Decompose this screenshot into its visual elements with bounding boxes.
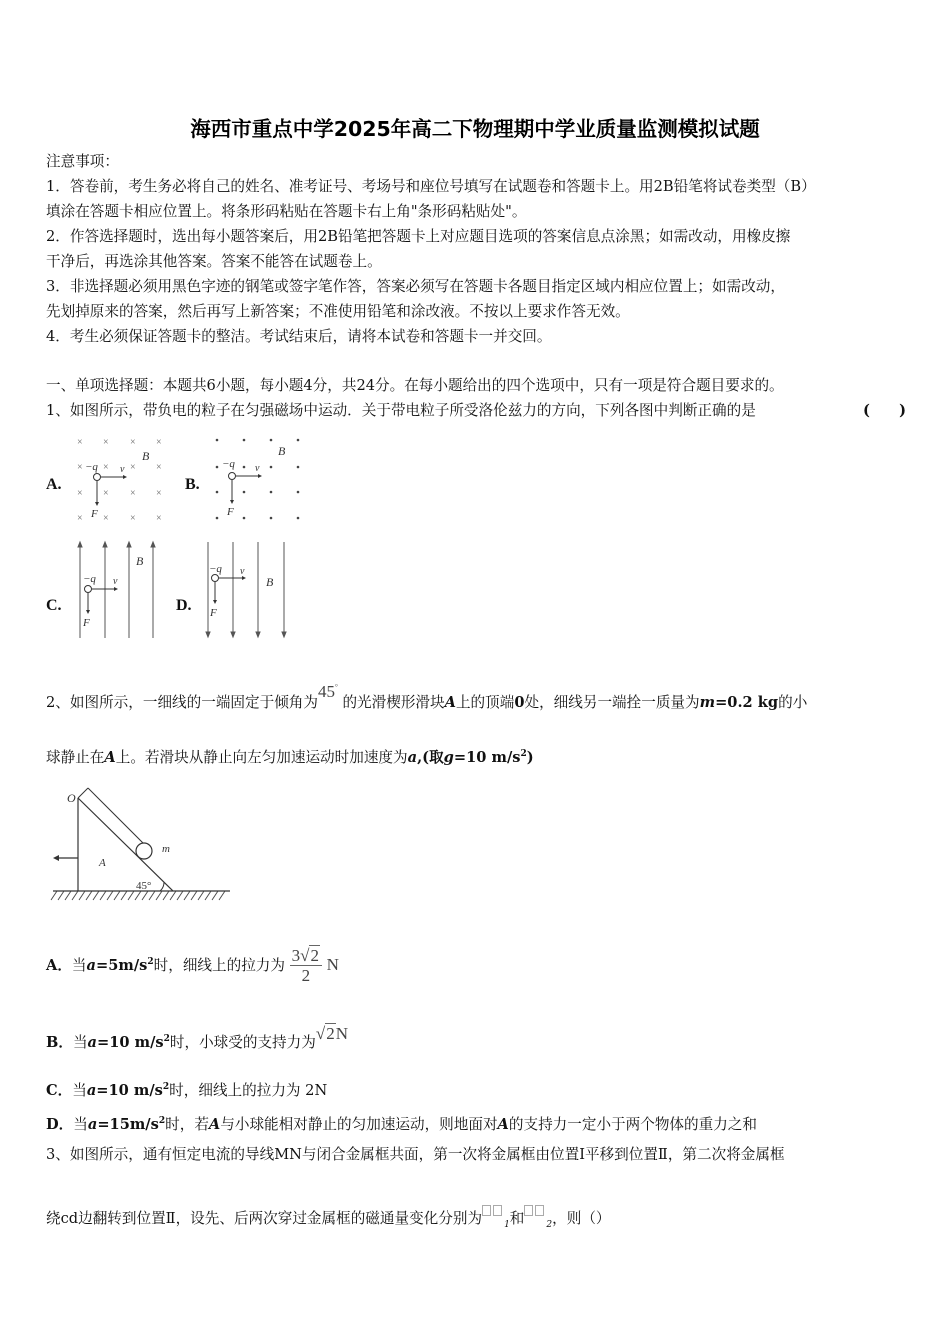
missing-glyph-icon — [535, 1205, 544, 1216]
question-3-stem-line-2: 绕cd边翻转到位置Ⅱ，设先、后两次穿过金属框的磁通量变化分别为 $_1$和 $_2$，则（） — [46, 1210, 611, 1234]
svg-text:×: × — [77, 488, 83, 499]
svg-text:m: m — [162, 843, 170, 855]
option-a-diagram-into-page-field — [70, 430, 170, 525]
angle-45: 45° — [317, 682, 338, 701]
arrow-left-icon — [53, 855, 59, 861]
svg-text:×: × — [130, 462, 136, 473]
option-a-label: A. — [46, 476, 62, 493]
svg-text:×: × — [156, 513, 162, 524]
svg-text:F: F — [83, 617, 90, 629]
notice-line-4: 干净后，再选涂其他答案。答案不能答在试题卷上。 — [46, 253, 382, 270]
svg-text:×: × — [77, 437, 83, 448]
svg-text:v: v — [255, 463, 260, 474]
question-2-wedge-diagram — [45, 778, 245, 908]
option-c-label: C. — [46, 597, 62, 614]
ball-icon — [136, 843, 152, 859]
question-1-stem — [46, 402, 906, 420]
svg-text:×: × — [103, 462, 109, 473]
question-2-stem-line-1: 2、如图所示，一细线的一端固定于倾角为45° 的光滑楔形滑块A上的顶端0处，细线另一端拴一质量为m=0.2 kg的小 — [46, 682, 808, 711]
q2-option-a: A．当$a=5m/s^2$时，细线上的拉力为 $\frac{3√2}{2}$ N — [46, 946, 339, 986]
svg-text:×: × — [130, 513, 136, 524]
svg-text:−q: −q — [222, 458, 235, 470]
page-title: 海西市重点中学2025年高二下物理期中学业质量监测模拟试题 — [190, 117, 760, 141]
option-c-diagram-upward-field — [70, 540, 165, 640]
q2-option-b: B．当a=10 $m/s^2$时，小球受的支持力为√2N — [46, 1023, 348, 1051]
svg-text:×: × — [156, 462, 162, 473]
svg-text:×: × — [77, 513, 83, 524]
question-1-text: 1、如图所示，带负电的粒子在匀强磁场中运动．关于带电粒子所受洛伦兹力的方向，下列各图中判断正确的是 — [46, 402, 756, 419]
option-d-diagram-downward-field — [200, 540, 295, 640]
svg-text:F: F — [91, 508, 98, 520]
svg-text:×: × — [130, 437, 136, 448]
question-3-stem-line-1: 3、如图所示，通有恒定电流的导线MN与闭合金属框共面，第一次将金属框由位置Ⅰ平移到位置Ⅱ，第二次将金属框 — [46, 1146, 785, 1163]
svg-text:A: A — [99, 857, 106, 869]
option-b-diagram-out-of-page-field — [210, 430, 310, 525]
svg-text:v: v — [240, 566, 245, 577]
fraction-3-root2-over-2: $\frac{3√2}{2}$ — [290, 946, 322, 985]
notice-line-1: 1．答卷前，考生务必将自己的姓名、准考证号、考场号和座位号填写在试题卷和答题卡上。用2B铅笔将试卷类型（B） — [46, 178, 816, 195]
downward-field-lines-icon — [206, 542, 286, 637]
section-heading: 一、单项选择题：本题共6小题，每小题4分，共24分。在每小题给出的四个选项中，只有一项是符合题目要求的。 — [46, 377, 784, 394]
svg-text:−q: −q — [83, 573, 96, 585]
svg-text:×: × — [103, 488, 109, 499]
svg-text:F: F — [227, 506, 234, 518]
root2-value: √2N — [315, 1023, 348, 1043]
missing-glyph-icon — [482, 1205, 491, 1216]
svg-text:B: B — [266, 575, 274, 589]
point-o-label: O — [67, 791, 76, 805]
q2-option-d: D．当$a=15m/s^2$时，若A与小球能相对静止的匀加速运动，则地面对A的支持力一定小于两个物体的重力之和 — [46, 1115, 757, 1133]
notice-line-6: 先划掉原来的答案，然后再写上新答案；不准使用铅笔和涂改液。不按以上要求作答无效。 — [46, 303, 630, 320]
question-2-stem-line-2: 球静止在A上。若滑块从静止向左匀加速运动时加速度为a,(取g=10 $m/s^2$) — [46, 748, 534, 766]
notice-line-3: 2．作答选择题时，选出每小题答案后，用2B铅笔把答题卡上对应题目选项的答案信息点涂黑；如需改动，用橡皮擦 — [46, 228, 791, 245]
svg-text:−q: −q — [85, 461, 98, 473]
option-d-label: D. — [176, 597, 192, 614]
svg-text:B: B — [136, 554, 144, 568]
answer-paren: ( ) — [863, 402, 906, 419]
svg-text:v: v — [113, 576, 118, 587]
svg-text:×: × — [103, 437, 109, 448]
missing-glyph-icon — [493, 1205, 502, 1216]
svg-text:B: B — [278, 444, 286, 458]
svg-text:×: × — [77, 462, 83, 473]
q2-option-c: C．当a=10 $m/s^2$时，细线上的拉力为 2N — [46, 1081, 328, 1099]
notice-heading: 注意事项： — [46, 153, 119, 170]
svg-text:F: F — [210, 607, 217, 619]
ground-hatch-icon — [51, 891, 225, 900]
svg-text:×: × — [130, 488, 136, 499]
svg-text:×: × — [156, 437, 162, 448]
option-b-label: B. — [185, 476, 200, 493]
missing-glyph-icon — [524, 1205, 533, 1216]
svg-text:45°: 45° — [136, 880, 152, 892]
notice-line-7: 4．考生必须保证答题卡的整洁。考试结束后，请将本试卷和答题卡一并交回。 — [46, 328, 552, 345]
svg-text:×: × — [103, 513, 109, 524]
svg-text:−q: −q — [209, 563, 222, 575]
svg-text:×: × — [156, 488, 162, 499]
svg-text:B: B — [142, 449, 150, 463]
notice-line-2: 填涂在答题卡相应位置上。将条形码粘贴在答题卡右上角"条形码粘贴处"。 — [46, 203, 527, 220]
notice-line-5: 3．非选择题必须用黑色字迹的钢笔或签字笔作答，答案必须写在答题卡各题目指定区域内相应位置上；如需改动， — [46, 278, 785, 295]
svg-text:v: v — [120, 464, 125, 475]
